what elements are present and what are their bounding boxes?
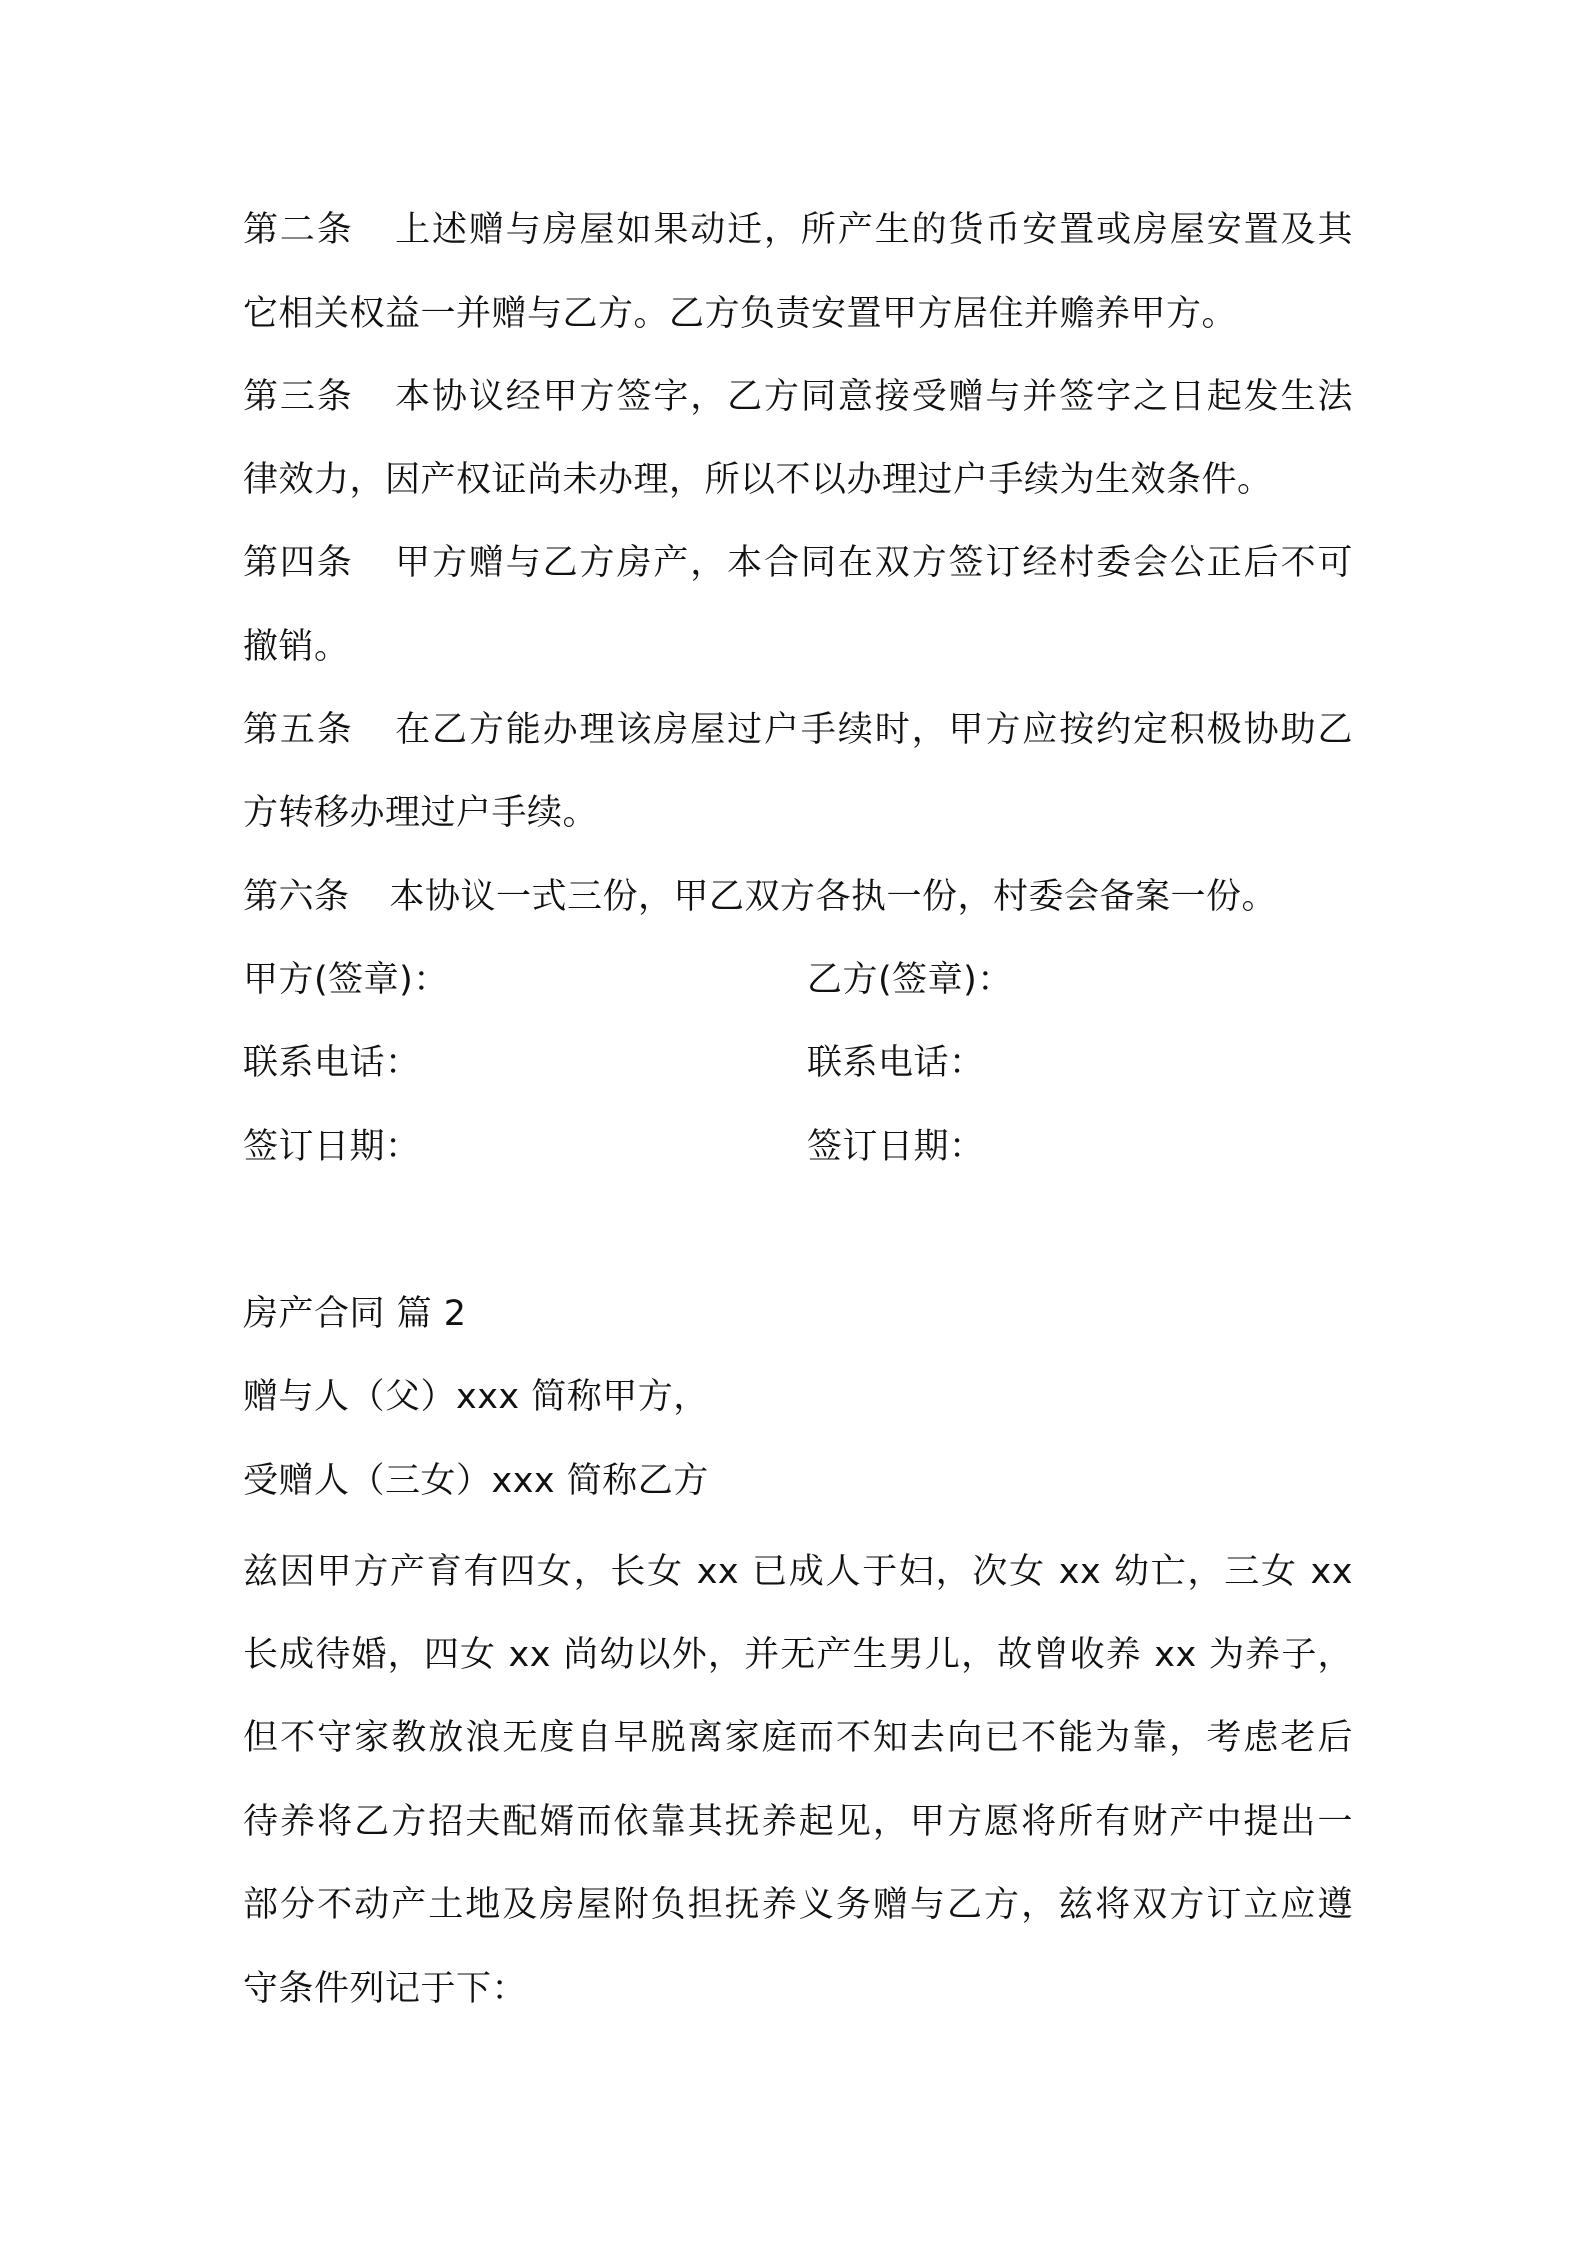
party-b-sign-label: 乙方(签章)： xyxy=(807,960,1013,1000)
recipient-line: 受赠人（三女）xxx 简称乙方 xyxy=(243,1461,709,1501)
party-a-phone-label: 联系电话： xyxy=(243,1043,421,1083)
paragraph-line-6: 守条件列记于下： xyxy=(243,1969,528,2009)
party-a-sign-label: 甲方(签章)： xyxy=(243,960,449,1000)
article-2-line-2: 它相关权益一并赠与乙方。乙方负责安置甲方居住并赡养甲方。 xyxy=(243,294,1238,334)
article-5-line-2: 方转移办理过户手续。 xyxy=(243,793,599,833)
article-5-text-1: 在乙方能办理该房屋过户手续时，甲方应按约定积极协助乙 xyxy=(393,710,1353,750)
article-5-label: 第五条 xyxy=(243,710,354,750)
article-5-line-1 xyxy=(243,707,1353,753)
article-4-label: 第四条 xyxy=(243,543,354,583)
article-6-text-1: 本协议一式三份，甲乙双方各执一份，村委会备案一份。 xyxy=(389,877,1278,917)
article-4-line-2: 撤销。 xyxy=(243,627,350,667)
article-6-label: 第六条 xyxy=(243,877,350,917)
party-b-phone-label: 联系电话： xyxy=(807,1043,985,1083)
section-2-title: 房产合同 篇 2 xyxy=(243,1294,467,1334)
party-a-date-label: 签订日期： xyxy=(243,1127,421,1167)
article-3-text-1: 本协议经甲方签字，乙方同意接受赠与并签字之日起发生法 xyxy=(393,377,1353,417)
paragraph-line-2: 长成待婚，四女 xx 尚幼以外，并无产生男儿，故曾收养 xx 为养子， xyxy=(243,1635,1353,1675)
article-2-text-1: 上述赠与房屋如果动迁，所产生的货币安置或房屋安置及其 xyxy=(393,210,1353,250)
paragraph-line-4: 待养将乙方招夫配婿而依靠其抚养起见，甲方愿将所有财产中提出一 xyxy=(243,1802,1353,1842)
article-2-line-1 xyxy=(243,207,1353,253)
article-4-line-1 xyxy=(243,540,1353,586)
article-6-line-1 xyxy=(243,874,1277,920)
party-b-date-label: 签订日期： xyxy=(807,1127,985,1167)
paragraph-line-5: 部分不动产土地及房屋附负担抚养义务赠与乙方，兹将双方订立应遵 xyxy=(243,1885,1353,1925)
article-3-label: 第三条 xyxy=(243,377,354,417)
paragraph-line-1: 兹因甲方产育有四女，长女 xx 已成人于妇，次女 xx 幼亡，三女 xx xyxy=(243,1552,1353,1592)
paragraph-line-3: 但不守家教放浪无度自早脱离家庭而不知去向已不能为靠，考虑老后 xyxy=(243,1718,1353,1758)
article-4-text-1: 甲方赠与乙方房产，本合同在双方签订经村委会公正后不可 xyxy=(393,543,1353,583)
article-3-line-1 xyxy=(243,374,1353,420)
donor-line: 赠与人（父）xxx 简称甲方， xyxy=(243,1377,709,1417)
article-3-line-2: 律效力，因产权证尚未办理，所以不以办理过户手续为生效条件。 xyxy=(243,460,1273,500)
article-2-label: 第二条 xyxy=(243,210,354,250)
